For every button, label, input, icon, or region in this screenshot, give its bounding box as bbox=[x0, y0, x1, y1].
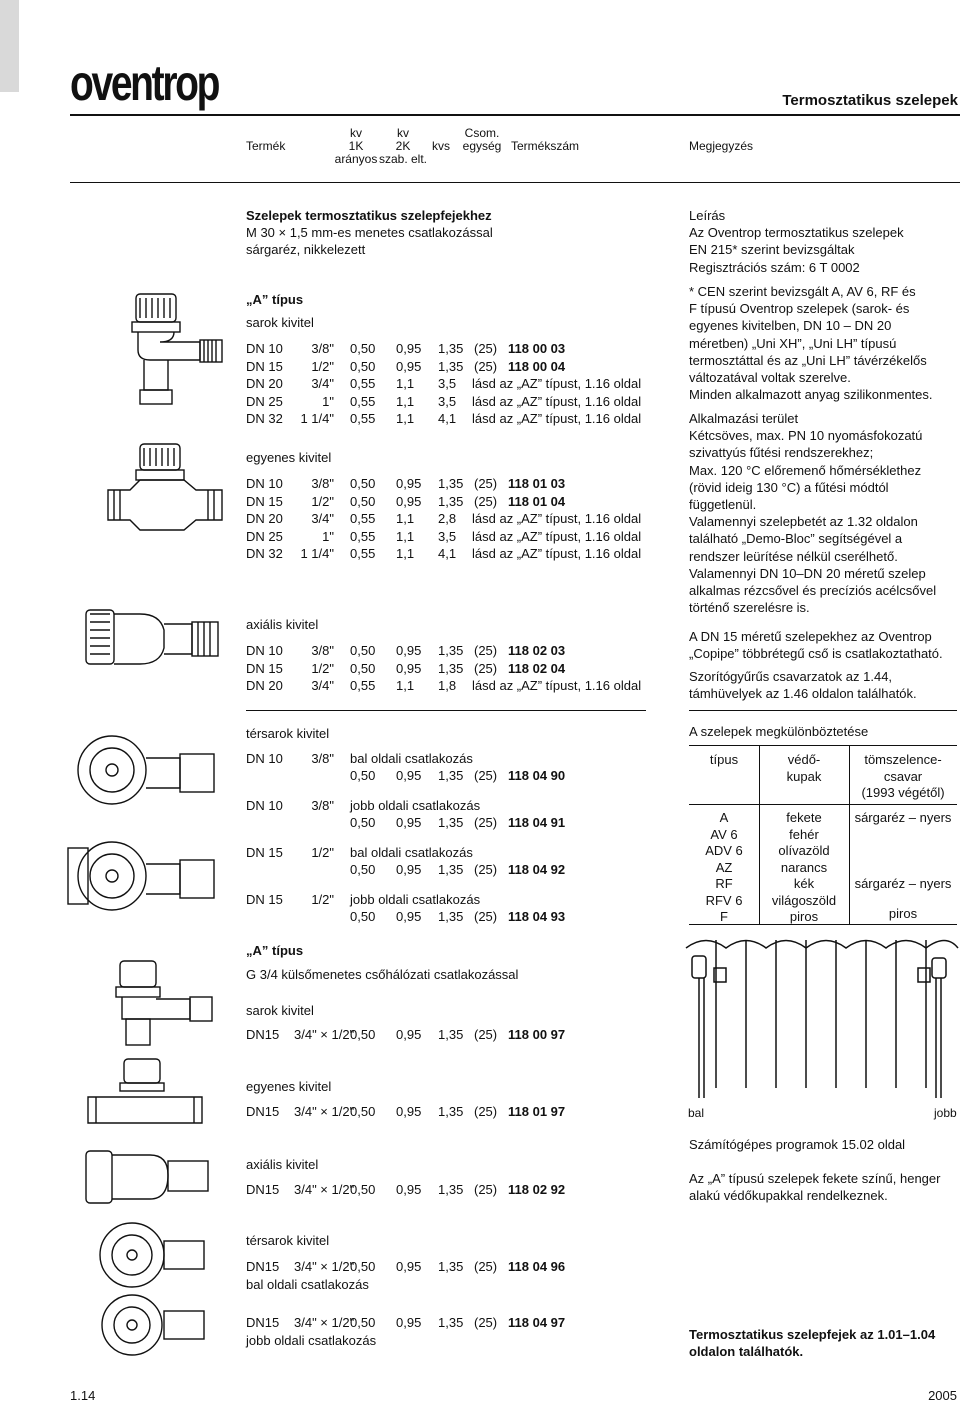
tersarok-csom: (25) bbox=[474, 909, 498, 924]
col-kvs: kvs bbox=[432, 139, 450, 153]
tersarok-kvs: 1,35 bbox=[438, 909, 464, 924]
egyenes-kv1: 0,55 bbox=[350, 511, 376, 526]
leiras-block: Leírás Az Oventrop termosztatikus szelepek EN 215* szerint bevizsgáltak Regisztrációs szám: 6 T 0002 bbox=[689, 208, 904, 275]
sarok-kv1: 0,55 bbox=[350, 376, 376, 391]
radiator-illustration bbox=[686, 928, 958, 1108]
sarok-size: 1/2" bbox=[311, 358, 334, 374]
tersarok-kv1: 0,50 bbox=[350, 768, 376, 783]
axialis-kv2: 0,95 bbox=[396, 660, 422, 676]
g-tersarok-0-dn: DN15 bbox=[246, 1259, 280, 1274]
tersarok-side-label: bal oldali csatlakozás bbox=[350, 751, 473, 766]
sarok-kv2: 0,95 bbox=[396, 341, 422, 356]
sarok-dn: DN 10 bbox=[246, 341, 283, 356]
g-tersarok-1-kv1: 0,50 bbox=[350, 1315, 376, 1330]
sarok-kvs: 3,5 bbox=[438, 376, 457, 391]
copipe-block: A DN 15 méretű szelepekhez az Oventrop „Copipe” többrétegű cső is csatlakoztatható. bbox=[689, 629, 943, 662]
g-egyenes-dn: DN15 bbox=[246, 1104, 280, 1119]
egyenes-csom: (25) bbox=[474, 476, 498, 491]
header-rule bbox=[70, 114, 960, 116]
col-csom: Csom. egység bbox=[462, 126, 502, 153]
axialis-kv1: 0,50 bbox=[350, 643, 376, 658]
tersarok-pn: 118 04 92 bbox=[508, 862, 566, 877]
valve-id-table bbox=[689, 745, 957, 925]
tersarok-kv2: 0,95 bbox=[396, 909, 422, 924]
sarok-csom: (25) bbox=[474, 358, 498, 374]
egyenes-note: lásd az „AZ” típust, 1.16 oldal bbox=[472, 546, 642, 561]
egyenes-kv2: 1,1 bbox=[396, 528, 415, 544]
g-egyenes-size: 3/4" × 1/2" bbox=[294, 1104, 355, 1119]
egyenes-note: lásd az „AZ” típust, 1.16 oldal bbox=[472, 511, 642, 526]
sarok-note: lásd az „AZ” típust, 1.16 oldal bbox=[472, 376, 642, 391]
sarok-kv1: 0,55 bbox=[350, 393, 376, 409]
egyenes-note: lásd az „AZ” típust, 1.16 oldal bbox=[472, 528, 642, 544]
sarok-size: 1" bbox=[322, 393, 334, 409]
sarok-kv1: 0,55 bbox=[350, 411, 376, 426]
col-termekszam: Termékszám bbox=[511, 139, 580, 153]
g-axialis-kvs: 1,35 bbox=[438, 1182, 464, 1197]
axialis-dn: DN 10 bbox=[246, 643, 283, 658]
tersarok-head-size: 3/8" bbox=[311, 751, 334, 766]
caps-list: fekete fehér olívazöld narancs kék világoszöld piros bbox=[771, 810, 837, 924]
tersarok-kvs: 1,35 bbox=[438, 862, 464, 877]
egyenes-size: 1 1/4" bbox=[300, 546, 334, 561]
axialis-kv1: 0,50 bbox=[350, 660, 376, 676]
axialis-dn: DN 20 bbox=[246, 678, 283, 693]
egyenes-kvs: 1,35 bbox=[438, 493, 464, 509]
axialis-size: 3/4" bbox=[311, 678, 334, 693]
sarok-size: 1 1/4" bbox=[300, 411, 334, 426]
egyenes-dn: DN 20 bbox=[246, 511, 283, 526]
oventrop-logo: oventrop bbox=[70, 55, 219, 111]
page-title: Termosztatikus szelepek bbox=[782, 92, 958, 109]
g-tersarok-1-kvs: 1,35 bbox=[438, 1315, 464, 1330]
axialis-csom: (25) bbox=[474, 643, 498, 658]
column-rule bbox=[70, 182, 960, 183]
g-tersarok-label: térsarok kivitel bbox=[246, 1233, 330, 1248]
col-megjegyzes: Megjegyzés bbox=[689, 139, 754, 153]
sarok-kv2: 1,1 bbox=[396, 376, 415, 391]
egyenes-kvs: 3,5 bbox=[438, 528, 457, 544]
page-number: 1.14 bbox=[70, 1388, 96, 1403]
egyenes-kv2: 0,95 bbox=[396, 493, 422, 509]
types-list: A AV 6 ADV 6 AZ RF RFV 6 F bbox=[705, 810, 743, 924]
tersarok-head-size: 1/2" bbox=[311, 845, 334, 860]
tersarok-side-label: bal oldali csatlakozás bbox=[350, 845, 473, 860]
sarok-kvs: 4,1 bbox=[438, 411, 457, 426]
tersarok-label: térsarok kivitel bbox=[246, 726, 330, 741]
egyenes-size: 3/4" bbox=[311, 511, 334, 526]
gland-item-3: piros bbox=[888, 906, 918, 921]
g-sarok-csom: (25) bbox=[474, 1027, 498, 1042]
g-tersarok-0-kv2: 0,95 bbox=[396, 1259, 422, 1274]
egyenes-kv1: 0,55 bbox=[350, 528, 376, 544]
axialis-pn: 118 02 04 bbox=[508, 660, 566, 676]
valve-straight-drawing bbox=[100, 440, 230, 550]
egyenes-dn: DN 32 bbox=[246, 546, 283, 561]
egyenes-label: egyenes kivitel bbox=[246, 450, 332, 465]
sarok-pn: 118 00 04 bbox=[508, 358, 566, 374]
col-termek: Termék bbox=[246, 139, 286, 153]
g-axialis-kv2: 0,95 bbox=[396, 1182, 422, 1197]
tersarok-csom: (25) bbox=[474, 862, 498, 877]
col-kv1: kv 1K arányos bbox=[334, 126, 378, 166]
tersarok-csom: (25) bbox=[474, 815, 498, 830]
g-axialis-dn: DN15 bbox=[246, 1182, 280, 1197]
g-sarok-size: 3/4" × 1/2" bbox=[294, 1027, 355, 1042]
axialis-note: lásd az „AZ” típust, 1.16 oldal bbox=[472, 678, 642, 693]
egyenes-kv2: 1,1 bbox=[396, 546, 415, 561]
label-bal: bal bbox=[688, 1106, 705, 1120]
g-tersarok-1-kv2: 0,95 bbox=[396, 1315, 422, 1330]
egyenes-kv1: 0,50 bbox=[350, 476, 376, 491]
g-axialis-kv1: 0,50 bbox=[350, 1182, 376, 1197]
sarok-size: 3/8" bbox=[311, 341, 334, 356]
axialis-size: 1/2" bbox=[311, 660, 334, 676]
th-tomszelence: tömszelence- csavar (1993 végétől) bbox=[861, 752, 945, 800]
sarok-dn: DN 20 bbox=[246, 376, 283, 391]
gland-item-2: sárgaréz – nyers bbox=[854, 876, 952, 891]
tersarok-pn: 118 04 91 bbox=[508, 815, 566, 830]
egyenes-csom: (25) bbox=[474, 493, 498, 509]
egyenes-dn: DN 15 bbox=[246, 493, 283, 509]
axialis-kv2: 0,95 bbox=[396, 643, 422, 658]
sarok-kv2: 1,1 bbox=[396, 393, 415, 409]
valve-angle-drawing bbox=[100, 290, 230, 410]
megkulonboztetes-title: A szelepek megkülönböztetése bbox=[689, 724, 869, 739]
type-a-label: „A” típus bbox=[246, 292, 304, 307]
axialis-kv1: 0,55 bbox=[350, 678, 376, 693]
axialis-kvs: 1,35 bbox=[438, 643, 464, 658]
g-tersarok-0-kvs: 1,35 bbox=[438, 1259, 464, 1274]
g-tersarok-0-pn: 118 04 96 bbox=[508, 1259, 566, 1274]
sarok-label: sarok kivitel bbox=[246, 315, 314, 330]
g-tersarok-0-size: 3/4" × 1/2" bbox=[294, 1259, 355, 1274]
egyenes-size: 1" bbox=[322, 528, 334, 544]
egyenes-kvs: 1,35 bbox=[438, 476, 464, 491]
g-axialis-pn: 118 02 92 bbox=[508, 1182, 566, 1197]
g-sarok-pn: 118 00 97 bbox=[508, 1027, 566, 1042]
col-kv2: kv 2K szab. elt. bbox=[378, 126, 428, 166]
type-a2-label: „A” típus bbox=[246, 943, 304, 958]
axialis-kv2: 1,1 bbox=[396, 678, 415, 693]
g-egyenes-kv1: 0,50 bbox=[350, 1104, 376, 1119]
tersarok-kv1: 0,50 bbox=[350, 862, 376, 877]
sarok-kv2: 1,1 bbox=[396, 411, 415, 426]
axialis-kvs: 1,35 bbox=[438, 660, 464, 676]
g-egyenes-label: egyenes kivitel bbox=[246, 1079, 332, 1094]
tersarok-kv2: 0,95 bbox=[396, 815, 422, 830]
g-tersarok-1-pn: 118 04 97 bbox=[508, 1315, 566, 1330]
szorito-block: Szorítógyűrűs csavarzatok az 1.44, támhüvelyek az 1.46 oldalon találhatók. bbox=[689, 669, 917, 702]
tersarok-kv2: 0,95 bbox=[396, 862, 422, 877]
sarok-dn: DN 32 bbox=[246, 411, 283, 426]
tersarok-head-size: 3/8" bbox=[311, 798, 334, 813]
axialis-label: axiális kivitel bbox=[246, 617, 319, 632]
egyenes-size: 3/8" bbox=[311, 476, 334, 491]
egyenes-kv1: 0,55 bbox=[350, 546, 376, 561]
g-tersarok-1-csom: (25) bbox=[474, 1315, 498, 1330]
sarok-kvs: 1,35 bbox=[438, 358, 464, 374]
g-tersarok-0-kv1: 0,50 bbox=[350, 1259, 376, 1274]
label-jobb: jobb bbox=[934, 1106, 957, 1120]
sarok-pn: 118 00 03 bbox=[508, 341, 566, 356]
g-axialis-label: axiális kivitel bbox=[246, 1157, 319, 1172]
g-tersarok-0-csom: (25) bbox=[474, 1259, 498, 1274]
sarok-kv1: 0,50 bbox=[350, 341, 376, 356]
sarok-kv2: 0,95 bbox=[396, 358, 422, 374]
g-sarok-label: sarok kivitel bbox=[246, 1003, 314, 1018]
g-axialis-csom: (25) bbox=[474, 1182, 498, 1197]
tersarok-pn: 118 04 90 bbox=[508, 768, 566, 783]
tersarok-kvs: 1,35 bbox=[438, 768, 464, 783]
g-tersarok-side-0: bal oldali csatlakozás bbox=[246, 1277, 369, 1292]
sarok-note: lásd az „AZ” típust, 1.16 oldal bbox=[472, 411, 642, 426]
axialis-kvs: 1,8 bbox=[438, 678, 457, 693]
section-rule-left bbox=[246, 710, 646, 711]
cen-block: * CEN szerint bevizsgált A, AV 6, RF és F típusú Oventrop szelepek (sarok- és egyenes kivitelben, DN 10 – DN 20 méretben) „Uni XH”, „Uni LH” típusú termosztáttal és az „Uni LH” távérzékelős változatával voltak szerelve. Minden alkalmazott anyag szilikonmentes. bbox=[689, 284, 933, 403]
tersarok-kv1: 0,50 bbox=[350, 815, 376, 830]
axialis-dn: DN 15 bbox=[246, 660, 283, 676]
sarok-note: lásd az „AZ” típust, 1.16 oldal bbox=[472, 393, 642, 409]
tersarok-head-dn: DN 10 bbox=[246, 751, 283, 766]
alkalmazasi-block: Alkalmazási terület Kétcsöves, max. PN 10 nyomásfokozatú szivattyús fűtési rendszerekhez; Max. 120 °C előremenő hőmérséklethez (rövid ideig 130 °C) a fűtési módtól függetlenül. Valamennyi szelepbetét az 1.32 oldalon található „Demo-Bloc” segítségével a rendszer leürítése nélkül cserélhető. Valamennyi DN 10–DN 20 méretű szelep alkalmas rézcsővel és precíziós acélcsővel történő szerelésre is. bbox=[689, 411, 937, 616]
th-vedokupak: védő- kupak bbox=[786, 752, 822, 784]
egyenes-kv2: 0,95 bbox=[396, 476, 422, 491]
tersarok-pn: 118 04 93 bbox=[508, 909, 566, 924]
g-tersarok-side-1: jobb oldali csatlakozás bbox=[246, 1333, 377, 1348]
tersarok-head-size: 1/2" bbox=[311, 892, 334, 907]
tersarok-kv1: 0,50 bbox=[350, 909, 376, 924]
g-tersarok-1-size: 3/4" × 1/2" bbox=[294, 1315, 355, 1330]
g-egyenes-kv2: 0,95 bbox=[396, 1104, 422, 1119]
egyenes-pn: 118 01 03 bbox=[508, 476, 566, 491]
egyenes-dn: DN 10 bbox=[246, 476, 283, 491]
sarok-kvs: 1,35 bbox=[438, 341, 464, 356]
tersarok-csom: (25) bbox=[474, 768, 498, 783]
sarok-csom: (25) bbox=[474, 341, 498, 356]
tersarok-side-label: jobb oldali csatlakozás bbox=[350, 892, 481, 907]
g-egyenes-kvs: 1,35 bbox=[438, 1104, 464, 1119]
table-header-rule bbox=[689, 804, 957, 805]
gland-item-1: sárgaréz – nyers bbox=[854, 810, 952, 825]
sarok-kvs: 3,5 bbox=[438, 393, 457, 409]
egyenes-dn: DN 25 bbox=[246, 528, 283, 544]
tersarok-head-dn: DN 15 bbox=[246, 892, 283, 907]
egyenes-kvs: 4,1 bbox=[438, 546, 457, 561]
margin-tab bbox=[0, 0, 19, 92]
sarok-kv1: 0,50 bbox=[350, 358, 376, 374]
g-sarok-kv1: 0,50 bbox=[350, 1027, 376, 1042]
g-egyenes-csom: (25) bbox=[474, 1104, 498, 1119]
g34-label: G 3/4 külsőmenetes csőhálózati csatlakozással bbox=[246, 967, 519, 982]
section-rule-right bbox=[689, 710, 957, 711]
egyenes-pn: 118 01 04 bbox=[508, 493, 566, 509]
tersarok-kv2: 0,95 bbox=[396, 768, 422, 783]
tersarok-side-label: jobb oldali csatlakozás bbox=[350, 798, 481, 813]
g-axialis-size: 3/4" × 1/2" bbox=[294, 1182, 355, 1197]
sarok-dn: DN 15 bbox=[246, 358, 283, 374]
axialis-pn: 118 02 03 bbox=[508, 643, 566, 658]
g-sarok-dn: DN15 bbox=[246, 1027, 280, 1042]
section-heading: Szelepek termosztatikus szelepfejekhez M 30 × 1,5 mm-es menetes csatlakozással sárgaréz, nikkelezett bbox=[246, 208, 493, 257]
egyenes-kvs: 2,8 bbox=[438, 511, 457, 526]
tersarok-head-dn: DN 15 bbox=[246, 845, 283, 860]
sarok-dn: DN 25 bbox=[246, 393, 283, 409]
g-tersarok-1-dn: DN15 bbox=[246, 1315, 280, 1330]
axialis-csom: (25) bbox=[474, 660, 498, 676]
fekete-note: Az „A” típusú szelepek fekete színű, henger alakú védőkupakkal rendelkeznek. bbox=[689, 1171, 941, 1204]
g-egyenes-pn: 118 01 97 bbox=[508, 1104, 566, 1119]
szamitogepes-note: Számítógépes programok 15.02 oldal bbox=[689, 1137, 906, 1152]
egyenes-kv1: 0,50 bbox=[350, 493, 376, 509]
egyenes-kv2: 1,1 bbox=[396, 511, 415, 526]
g-sarok-kvs: 1,35 bbox=[438, 1027, 464, 1042]
valve-g34-drawings bbox=[80, 955, 230, 1365]
year: 2005 bbox=[928, 1388, 957, 1403]
tersarok-kvs: 1,35 bbox=[438, 815, 464, 830]
th-tipus: típus bbox=[709, 752, 739, 767]
valve-axial-drawing bbox=[80, 600, 230, 690]
sarok-size: 3/4" bbox=[311, 376, 334, 391]
valve-corner-drawing-1 bbox=[60, 728, 230, 938]
egyenes-size: 1/2" bbox=[311, 493, 334, 509]
tersarok-head-dn: DN 10 bbox=[246, 798, 283, 813]
axialis-size: 3/8" bbox=[311, 643, 334, 658]
fejek-note: Termosztatikus szelepfejek az 1.01–1.04 oldalon találhatók. bbox=[689, 1327, 936, 1360]
g-sarok-kv2: 0,95 bbox=[396, 1027, 422, 1042]
